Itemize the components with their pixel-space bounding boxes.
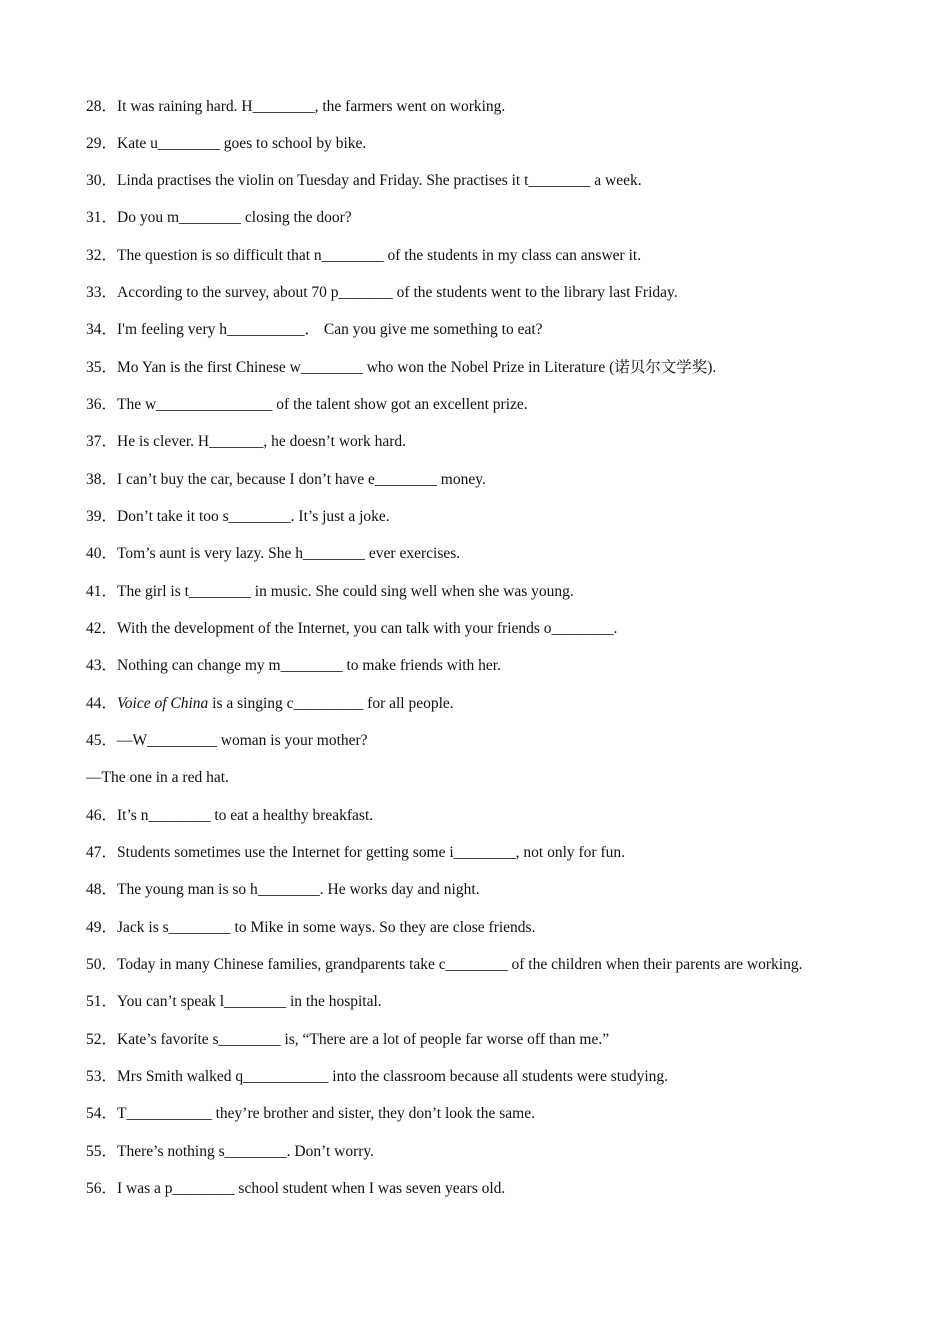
question-number: 49．: [86, 919, 118, 936]
question-number: 42．: [86, 620, 118, 637]
question-number: 41．: [86, 583, 118, 600]
question-text-italic: Voice of China: [117, 695, 209, 712]
question-number: 33．: [86, 284, 118, 301]
question-39: [86, 507, 390, 527]
question-53: [86, 1067, 668, 1087]
question-number: 45．: [86, 732, 118, 749]
question-text: Tom’s aunt is very lazy. She h________ ever exercises.: [117, 545, 461, 562]
question-36: [86, 395, 528, 415]
question-text: He is clever. H_______, he doesn’t work hard.: [117, 433, 406, 450]
question-28: [86, 97, 505, 117]
question-31: [86, 208, 352, 228]
question-30: [86, 171, 642, 191]
question-52: [86, 1030, 609, 1050]
question-number: 36．: [86, 396, 118, 413]
question-44: [86, 694, 454, 714]
question-number: 38．: [86, 471, 118, 488]
question-text: —W_________ woman is your mother?: [117, 732, 368, 749]
question-text: Do you m________ closing the door?: [117, 209, 352, 226]
question-number: 40．: [86, 545, 118, 562]
question-56: [86, 1179, 505, 1199]
question-number: 35．: [86, 359, 118, 376]
question-text: —The one in a red hat.: [86, 769, 229, 786]
question-text: Kate u________ goes to school by bike.: [117, 135, 367, 152]
question-number: 52．: [86, 1031, 118, 1048]
question-number: 29．: [86, 135, 118, 152]
question-38: [86, 470, 486, 490]
question-text: According to the survey, about 70 p_______ of the students went to the library last Friday.: [117, 284, 678, 301]
question-number: 54．: [86, 1105, 118, 1122]
question-number: 39．: [86, 508, 118, 525]
question-text: The girl is t________ in music. She could sing well when she was young.: [117, 583, 574, 600]
question-text: I was a p________ school student when I was seven years old.: [117, 1180, 506, 1197]
question-37: [86, 432, 406, 452]
question-45-answer-line: [86, 768, 229, 788]
question-text: There’s nothing s________. Don’t worry.: [117, 1143, 375, 1160]
question-text: The w_______________ of the talent show got an excellent prize.: [117, 396, 528, 413]
question-number: 34．: [86, 321, 118, 338]
question-text: I can’t buy the car, because I don’t have e________ money.: [117, 471, 486, 488]
question-text: Linda practises the violin on Tuesday and Friday. She practises it t________ a week.: [117, 172, 642, 189]
question-43: [86, 656, 501, 676]
question-33: [86, 283, 678, 303]
question-number: 37．: [86, 433, 118, 450]
question-text: Nothing can change my m________ to make friends with her.: [117, 657, 501, 674]
question-29: [86, 134, 366, 154]
question-34: [86, 320, 543, 340]
question-49: [86, 918, 535, 938]
question-text: I'm feeling very h__________． Can you give me something to eat?: [117, 321, 543, 338]
question-number: 51．: [86, 993, 118, 1010]
question-45: [86, 731, 368, 751]
question-text: T___________ they’re brother and sister, they don’t look the same.: [117, 1105, 535, 1122]
question-text: Students sometimes use the Internet for getting some i________, not only for fun.: [117, 844, 625, 861]
question-54: [86, 1104, 535, 1124]
question-number: 48．: [86, 881, 118, 898]
question-text: is a singing c_________ for all people.: [208, 695, 454, 712]
question-46: [86, 806, 373, 826]
question-number: 53．: [86, 1068, 118, 1085]
question-text: It’s n________ to eat a healthy breakfast.: [117, 807, 374, 824]
question-number: 32．: [86, 247, 118, 264]
question-number: 30．: [86, 172, 118, 189]
question-text: The question is so difficult that n________ of the students in my class can answer it.: [117, 247, 642, 264]
question-40: [86, 544, 460, 564]
question-number: 55．: [86, 1143, 118, 1160]
question-number: 46．: [86, 807, 118, 824]
question-number: 28．: [86, 98, 118, 115]
question-32: [86, 246, 641, 266]
question-number: 56．: [86, 1180, 118, 1197]
question-50: [86, 955, 802, 975]
question-text: Don’t take it too s________. It’s just a joke.: [117, 508, 390, 525]
question-35: [86, 358, 716, 378]
question-51: [86, 992, 382, 1012]
question-text: Mo Yan is the first Chinese w________ who won the Nobel Prize in Literature (诺贝尔文学奖).: [117, 359, 717, 376]
question-text: Kate’s favorite s________ is, “There are a lot of people far worse off than me.”: [117, 1031, 610, 1048]
question-text: Mrs Smith walked q___________ into the classroom because all students were studying.: [117, 1068, 669, 1085]
question-text: You can’t speak l________ in the hospital.: [117, 993, 382, 1010]
question-41: [86, 582, 574, 602]
question-number: 43．: [86, 657, 118, 674]
question-text: With the development of the Internet, you can talk with your friends o________.: [117, 620, 618, 637]
question-48: [86, 880, 480, 900]
question-text: It was raining hard. H________, the farmers went on working.: [117, 98, 506, 115]
question-47: [86, 843, 625, 863]
question-42: [86, 619, 617, 639]
question-number: 31．: [86, 209, 118, 226]
question-number: 47．: [86, 844, 118, 861]
question-text: Jack is s________ to Mike in some ways. So they are close friends.: [117, 919, 536, 936]
question-55: [86, 1142, 374, 1162]
question-text: Today in many Chinese families, grandparents take c________ of the children when their parents are working.: [117, 956, 803, 973]
question-text: The young man is so h________. He works day and night.: [117, 881, 480, 898]
question-number: 44．: [86, 695, 118, 712]
question-number: 50．: [86, 956, 118, 973]
